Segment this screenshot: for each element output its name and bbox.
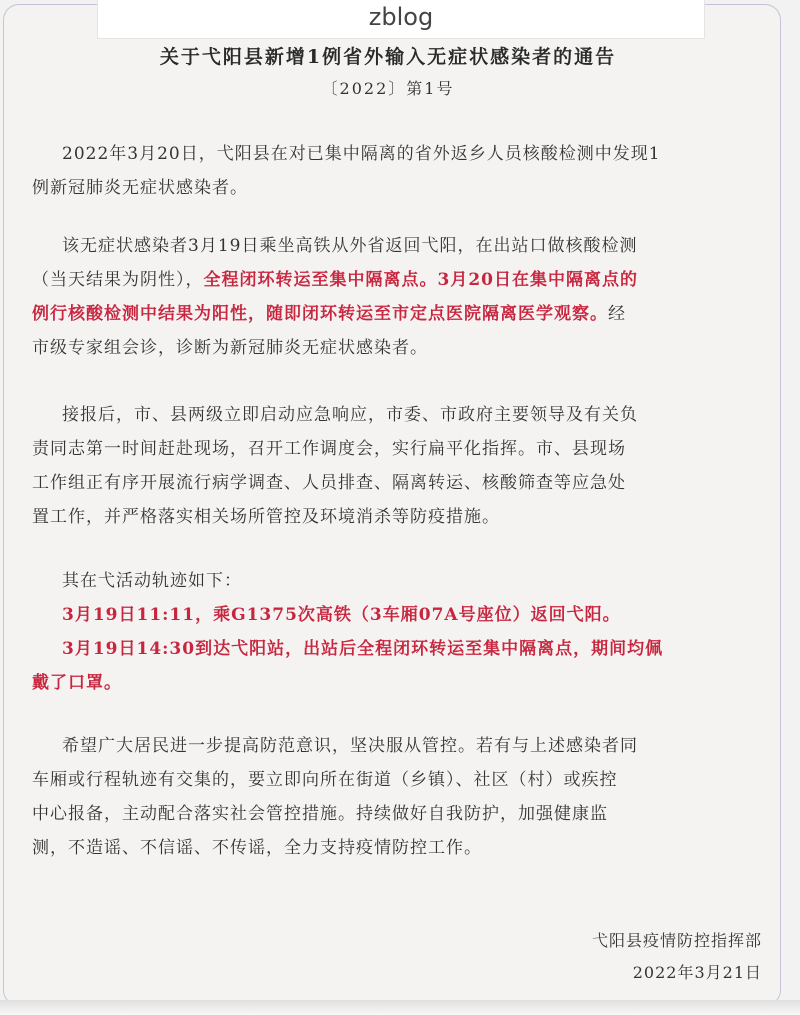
text-line: 置工作，并严格落实相关场所管控及环境消杀等防疫措施。 (32, 507, 500, 527)
document-number: 〔2022〕第1号 (321, 79, 455, 98)
watermark-banner (97, 0, 705, 39)
itinerary-intro: 其在弋活动轨迹如下： (62, 571, 242, 591)
text-line: 市级专家组会诊，诊断为新冠肺炎无症状感染者。 (32, 338, 428, 358)
text-line: 接报后，市、县两级立即启动应急响应，市委、市政府主要领导及有关负 (62, 405, 638, 425)
text-segment: 经 (608, 304, 626, 324)
text-line: 2022年3月20日，弋阳县在对已集中隔离的省外返乡人员核酸检测中发现1 (62, 144, 661, 164)
itinerary-item-continued: 戴了口罩。 (32, 673, 122, 693)
watermark-text: zblog (368, 3, 434, 31)
text-line: 责同志第一时间赶赴现场，召开工作调度会，实行扁平化指挥。市、县现场 (32, 439, 626, 459)
paragraph-response (32, 398, 766, 534)
notice-title: 关于弋阳县新增1例省外输入无症状感染者的通告 (159, 46, 617, 68)
text-line (32, 263, 766, 297)
text-line (32, 297, 766, 331)
paragraph-discovery (32, 137, 766, 205)
text-line: 希望广大居民进一步提高防范意识，坚决服从管控。若有与上述感染者同 (62, 736, 638, 756)
highlighted-text: 全程闭环转运至集中隔离点。3月20日在集中隔离点的 (203, 270, 638, 290)
highlighted-text: 例行核酸检测中结果为阳性，随即闭环转运至市定点医院隔离医学观察。 (32, 304, 608, 324)
itinerary-item: 3月19日14:30到达弋阳站，出站后全程闭环转运至集中隔离点，期间均佩 (62, 639, 664, 659)
issue-date: 2022年3月21日 (632, 963, 762, 982)
text-line: 工作组正有序开展流行病学调查、人员排查、隔离转运、核酸筛查等应急处 (32, 473, 626, 493)
paragraph-case-details (32, 229, 766, 365)
text-line: 测，不造谣、不信谣、不传谣，全力支持疫情防控工作。 (32, 838, 482, 858)
text-segment: （当天结果为阴性）， (32, 270, 204, 290)
text-line: 车厢或行程轨迹有交集的，要立即向所在街道（乡镇）、社区（村）或疾控 (32, 770, 618, 790)
text-line: 该无症状感染者3月19日乘坐高铁从外省返回弋阳，在出站口做核酸检测 (62, 236, 638, 256)
paragraph-appeal (32, 729, 766, 865)
text-line: 例新冠肺炎无症状感染者。 (32, 178, 248, 198)
paragraph-itinerary (32, 564, 766, 700)
bottom-edge (0, 1000, 800, 1015)
issuer-signature: 弋阳县疫情防控指挥部 (591, 931, 762, 950)
itinerary-item: 3月19日11:11，乘G1375次高铁（3车厢07A号座位）返回弋阳。 (62, 605, 621, 625)
text-line: 中心报备，主动配合落实社会管控措施。持续做好自我防护，加强健康监 (32, 804, 608, 824)
